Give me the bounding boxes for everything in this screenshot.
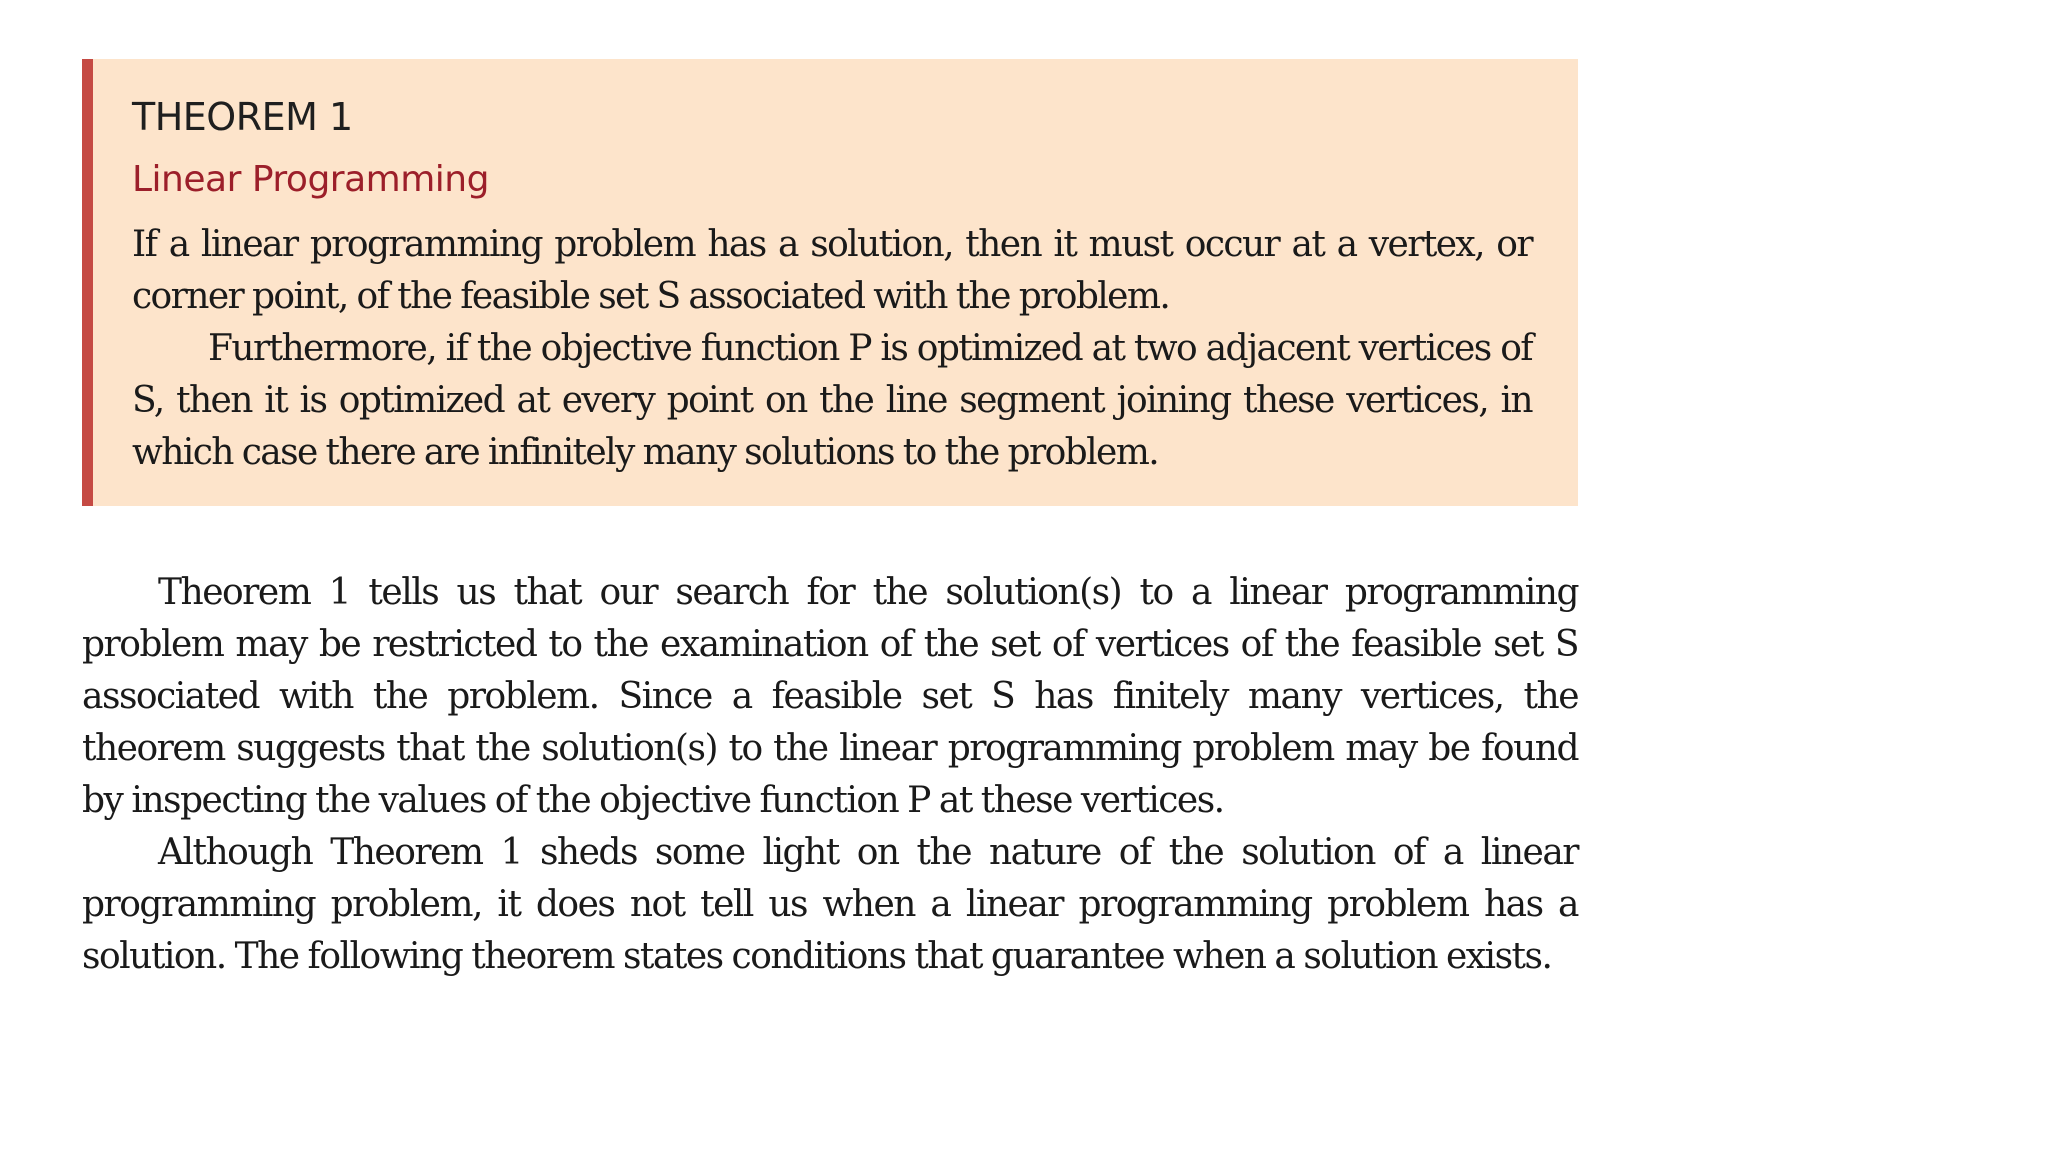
body-paragraph-2: Although Theorem 1 sheds some light on the nature of the solution of a linear programming problem, it does not tell us when a linear programming problem has a solution. The following theorem states conditions that guarantee when a solution exists. <box>82 832 1578 977</box>
body-text <box>82 567 1578 983</box>
theorem-body <box>132 219 1532 479</box>
theorem-subheading: Linear Programming <box>132 159 489 200</box>
theorem-heading: THEOREM 1 <box>132 95 353 139</box>
theorem-paragraph-1: If a linear programming problem has a solution, then it must occur at a vertex, or corner point, of the feasible set S associated with the problem. <box>132 224 1532 317</box>
theorem-accent-bar <box>82 59 93 506</box>
theorem-paragraph-2: Furthermore, if the objective function P is optimized at two adjacent vertices of S, then it is optimized at every point on the line segment joining these vertices, in which case there are infinitely many solutions to the problem. <box>132 328 1532 473</box>
body-paragraph-1: Theorem 1 tells us that our search for the solution(s) to a linear programming problem may be restricted to the examination of the set of vertices of the feasible set S associated with the problem. Since a feasible set S has finitely many vertices, the theorem suggests that the solution(s) to the linear programming problem may be found by inspecting the values of the objective function P at these vertices. <box>82 572 1578 821</box>
theorem-box <box>82 59 1578 506</box>
